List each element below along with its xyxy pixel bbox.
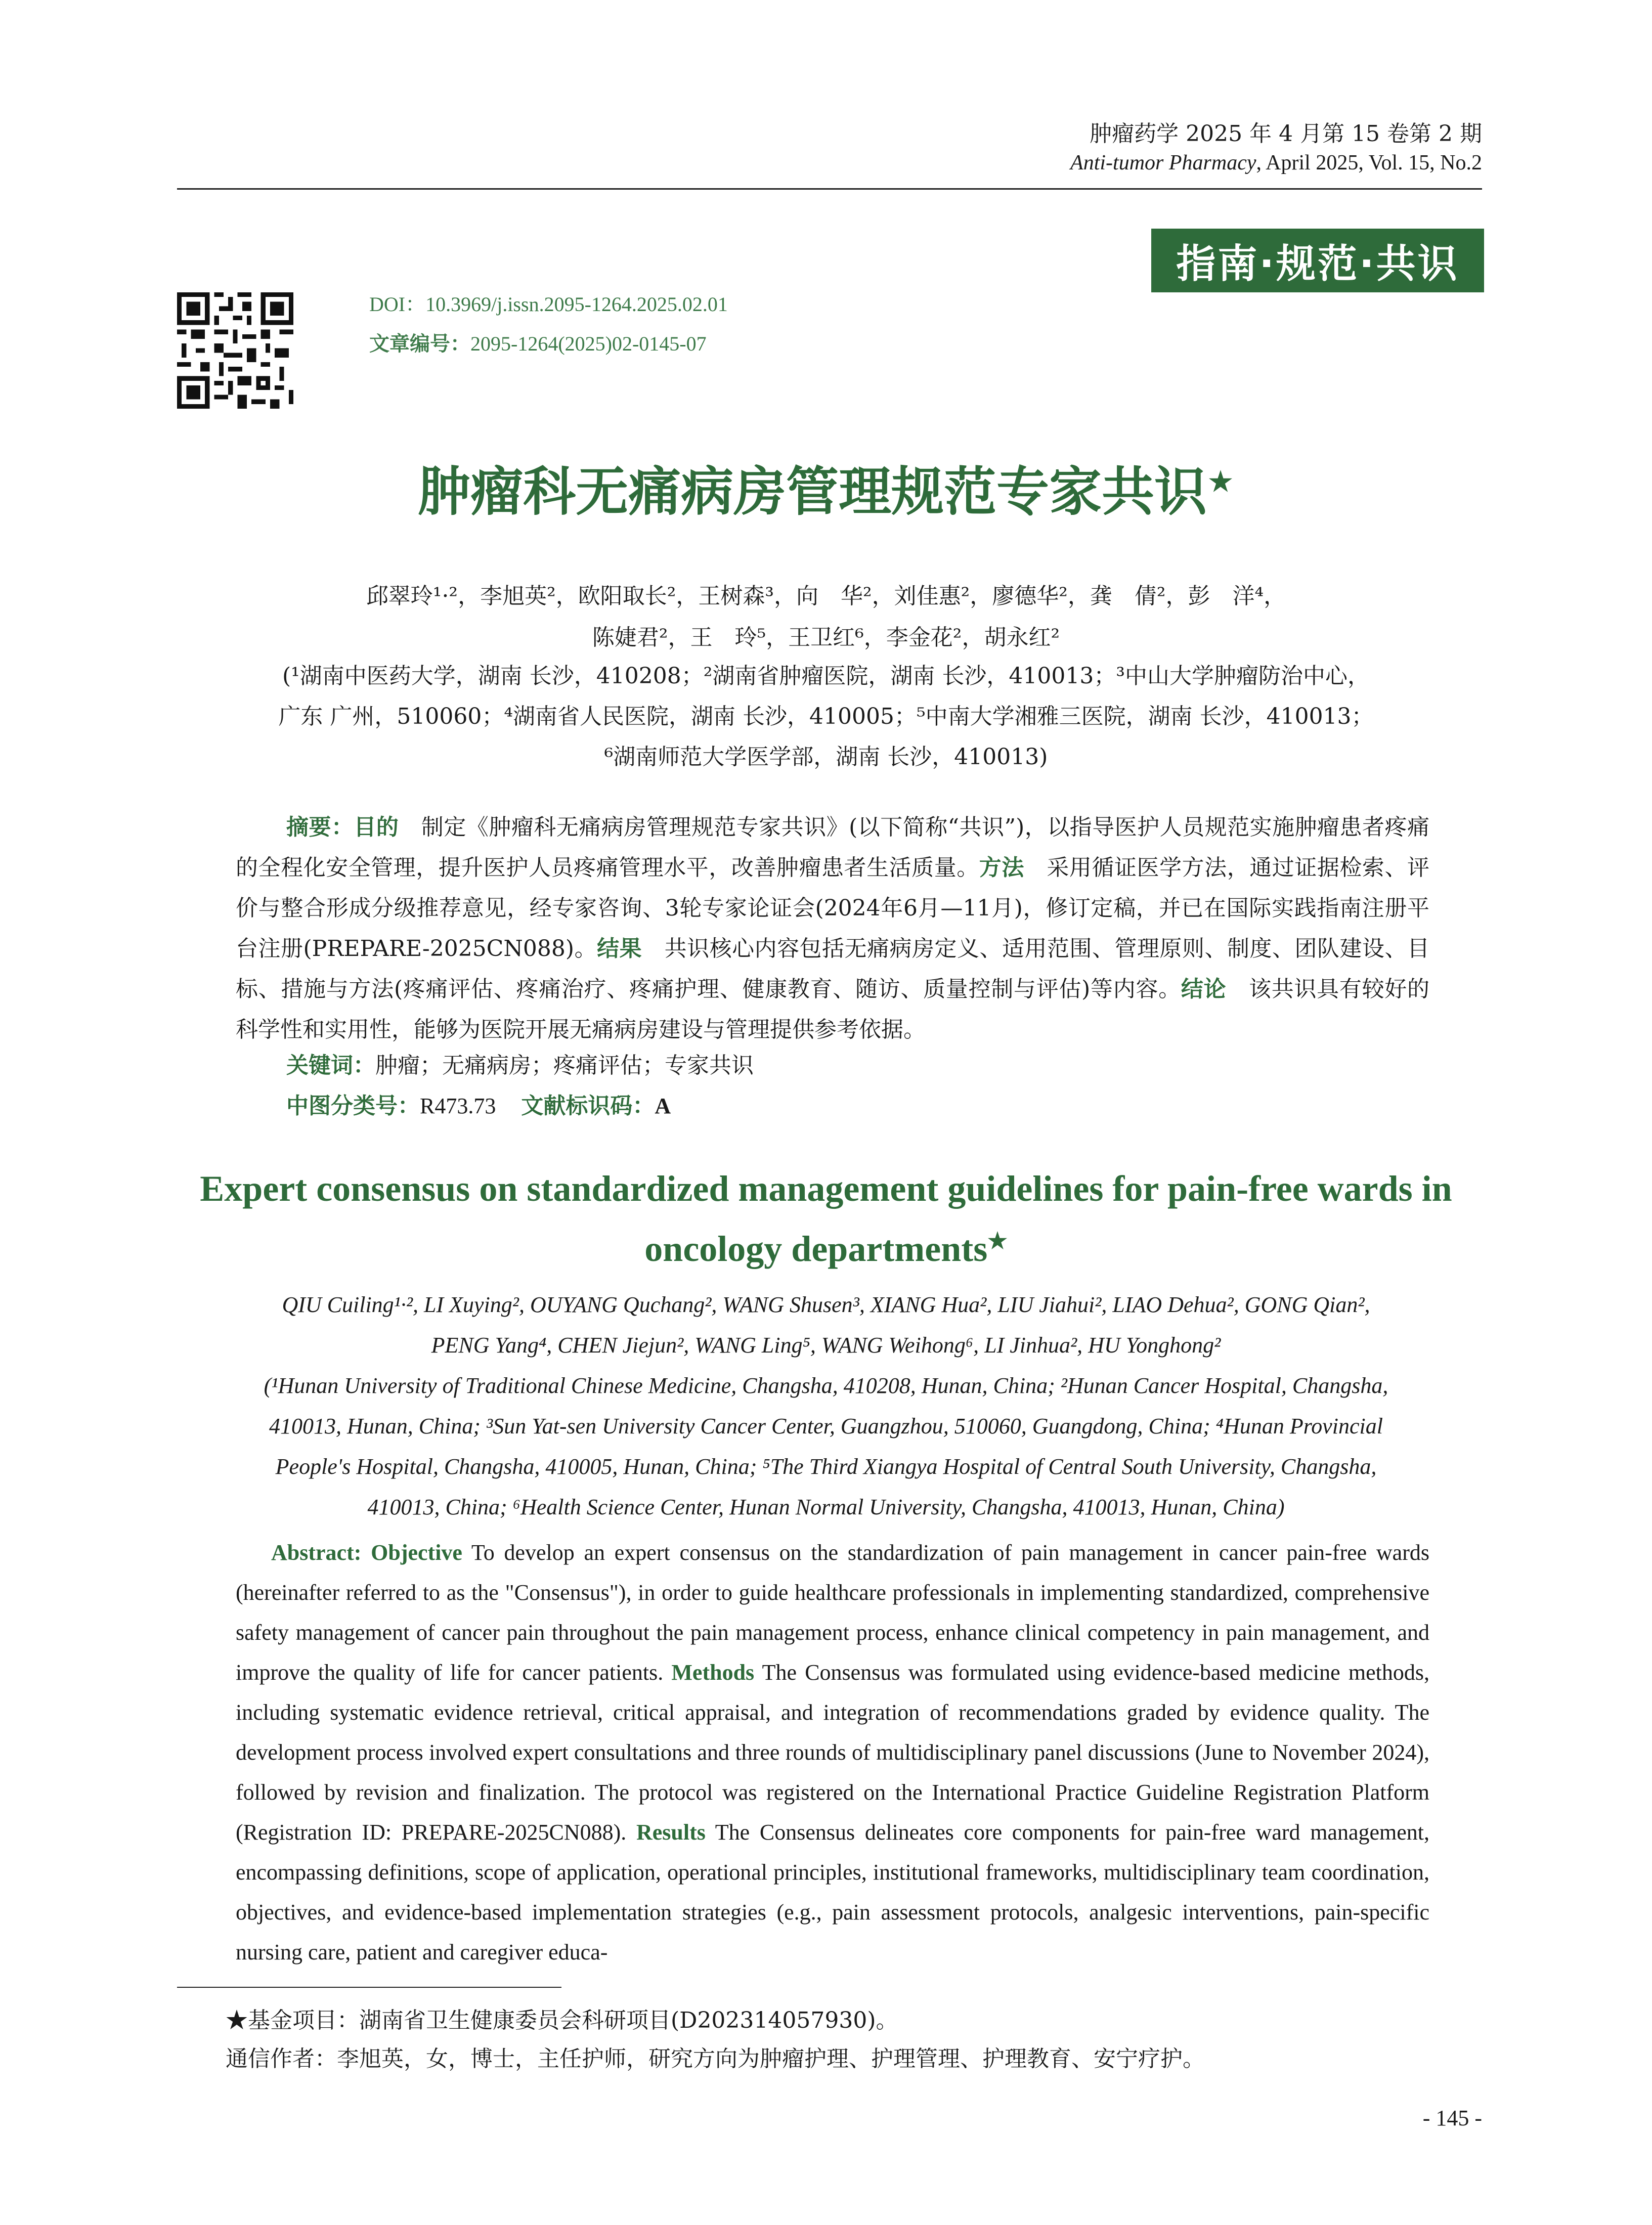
title-en <box>182 1162 1470 1275</box>
clc-value: R473.73 <box>420 1094 496 1118</box>
authors-en-line-1: QIU Cuiling¹·², LI Xuying², OUYANG Quchang², WANG Shusen³, XIANG Hua², LIU Jiahui², LIAO Dehua², GONG Qian², <box>282 1292 1370 1317</box>
keywords-label: 关键词： <box>286 1053 375 1078</box>
journal-issue-en <box>1070 151 1482 175</box>
affiliations-en-line-3: People's Hospital, Changsha, 410005, Hunan, China; ⁵The Third Xiangya Hospital of Central South University, Changsha, <box>275 1454 1377 1479</box>
title-en-text: Expert consensus on standardized management guidelines for pain-free wards in oncology departments <box>200 1168 1452 1269</box>
abstract-cn-objective-label: 摘要：目的 <box>286 814 399 840</box>
abstract-en-results-label: Results <box>636 1820 706 1845</box>
title-star-icon: ★ <box>1207 464 1234 500</box>
abstract-en-methods-label: Methods <box>671 1660 755 1685</box>
page-number: - 145 - <box>1422 2106 1482 2130</box>
footnote-funding: ★基金项目：湖南省卫生健康委员会科研项目(D202314057930)。 <box>226 2008 898 2033</box>
keywords-value: 肿瘤；无痛病房；疼痛评估；专家共识 <box>375 1053 754 1078</box>
article-number <box>369 328 707 357</box>
qr-code-icon[interactable] <box>177 292 293 409</box>
article-number-label: 文章编号： <box>369 332 470 356</box>
keywords-cn <box>286 1047 754 1079</box>
abstract-en-methods: The Consensus was formulated using evidence-based medicine methods, including systematic evidence retrieval, critical appraisal, and integration of recommendations graded by evidence quality. The development process involved expert consultations and three rounds of multidisciplinary panel discussions (June to November 2024), followed by revision and finalization. The protocol was registered on the International Practice Guideline Registration Platform (Registration ID: PREPARE-2025CN088). <box>236 1660 1429 1845</box>
affiliations-cn-line-2: 广东 广州，510060；⁴湖南省人民医院，湖南 长沙，410005；⁵中南大学湘雅三医院，湖南 长沙，410013； <box>278 704 1374 729</box>
authors-cn-line-2: 陈婕君²，王 玲⁵，王卫红⁶，李金花²，胡永红² <box>592 625 1060 650</box>
footnote-correspondence: 通信作者：李旭英，女，博士，主任护师，研究方向为肿瘤护理、护理管理、护理教育、安宁疗护。 <box>226 2046 1205 2072</box>
header-divider <box>177 188 1482 190</box>
abstract-cn <box>236 807 1429 1050</box>
doc-code-value: A <box>655 1094 671 1118</box>
doi[interactable]: DOI：10.3969/j.issn.2095-1264.2025.02.01 <box>369 293 728 316</box>
abstract-cn-conclusion-label: 结论 <box>1181 976 1227 1002</box>
authors-en-line-2: PENG Yang⁴, CHEN Jiejun², WANG Ling⁵, WANG Weihong⁶, LI Jinhua², HU Yonghong² <box>431 1333 1221 1358</box>
abstract-cn-methods: 采用循证医学方法，通过证据检索、评价与整合形成分级推荐意见，经专家咨询、3轮专家论证会(2024年6月—11月)，修订定稿，并已在国际实践指南注册平台注册(PREPARE-2025CN088)。 <box>236 855 1430 962</box>
footnote-divider <box>177 1987 561 1988</box>
affiliations-en-line-4: 410013, China; ⁶Health Science Center, Hunan Normal University, Changsha, 410013, Hunan, China) <box>367 1495 1285 1519</box>
abstract-cn-objective: 制定《肿瘤科无痛病房管理规范专家共识》(以下简称“共识”)，以指导医护人员规范实施肿瘤患者疼痛的全程化安全管理，提升医护人员疼痛管理水平，改善肿瘤患者生活质量。 <box>236 814 1429 881</box>
affiliations-en-line-1: (¹Hunan University of Traditional Chinese Medicine, Changsha, 410208, Hunan, China; ²Hunan Cancer Hospital, Changsha, <box>264 1373 1388 1398</box>
journal-issue-detail: , April 2025, Vol. 15, No.2 <box>1256 151 1482 174</box>
article-number-value: 2095-1264(2025)02-0145-07 <box>470 332 707 355</box>
journal-issue-cn: 肿瘤药学 2025 年 4 月第 15 卷第 2 期 <box>1090 121 1482 147</box>
abstract-en <box>236 1533 1429 1972</box>
title-cn-text: 肿瘤科无痛病房管理规范专家共识 <box>418 461 1207 522</box>
abstract-en-objective: To develop an expert consensus on the standardization of pain management in cancer pain-free wards (hereinafter referred to as the "Consensus"), in order to guide healthcare professionals in implementing standardized, comprehensive safety management of cancer pain throughout the pain management process, enhance clinical competency in pain management, and improve the quality of life for cancer patients. <box>236 1540 1429 1685</box>
affiliations-en-line-2: 410013, Hunan, China; ³Sun Yat-sen University Cancer Center, Guangzhou, 510060, Guangdong, China; ⁴Hunan Provincial <box>269 1414 1383 1438</box>
title-en-star-icon: ★ <box>987 1229 1008 1253</box>
abstract-cn-results-label: 结果 <box>597 936 642 962</box>
doc-code-label: 文献标识码： <box>521 1093 655 1119</box>
classification-line <box>286 1087 671 1120</box>
abstract-cn-methods-label: 方法 <box>979 855 1024 881</box>
journal-name-en: Anti-tumor Pharmacy <box>1070 151 1256 174</box>
abstract-en-objective-label: Abstract: Objective <box>271 1540 462 1565</box>
authors-en <box>212 1285 1440 1366</box>
column-tag: 指南·规范·共识 <box>1151 229 1484 292</box>
title-cn <box>0 449 1652 525</box>
affiliations-cn-line-3: ⁶湖南师范大学医学部，湖南 长沙，410013) <box>604 744 1048 770</box>
abstract-cn-conclusion: 该共识具有较好的科学性和实用性，能够为医院开展无痛病房建设与管理提供参考依据。 <box>236 976 1429 1042</box>
clc-label: 中图分类号： <box>286 1093 420 1119</box>
abstract-cn-results: 共识核心内容包括无痛病房定义、适用范围、管理原则、制度、团队建设、目标、措施与方法(疼痛评估、疼痛治疗、疼痛护理、健康教育、随访、质量控制与评估)等内容。 <box>236 936 1429 1002</box>
abstract-en-results: The Consensus delineates core components for pain-free ward management, encompassing definitions, scope of application, operational principles, institutional frameworks, multidisciplinary team coordination, objectives, and evidence-based implementation strategies (e.g., pain assessment protocols, analgesic interventions, pain-specific nursing care, patient and caregiver educa- <box>236 1820 1429 1965</box>
affiliations-cn-line-1: (¹湖南中医药大学，湖南 长沙，410208；²湖南省肿瘤医院，湖南 长沙，410013；³中山大学肿瘤防治中心， <box>282 663 1370 689</box>
affiliations-en <box>212 1366 1440 1528</box>
authors-cn-line-1: 邱翠玲¹·²，李旭英²，欧阳取长²，王树森³，向 华²，刘佳惠²，廖德华²，龚 倩²，彭 洋⁴， <box>366 583 1286 609</box>
